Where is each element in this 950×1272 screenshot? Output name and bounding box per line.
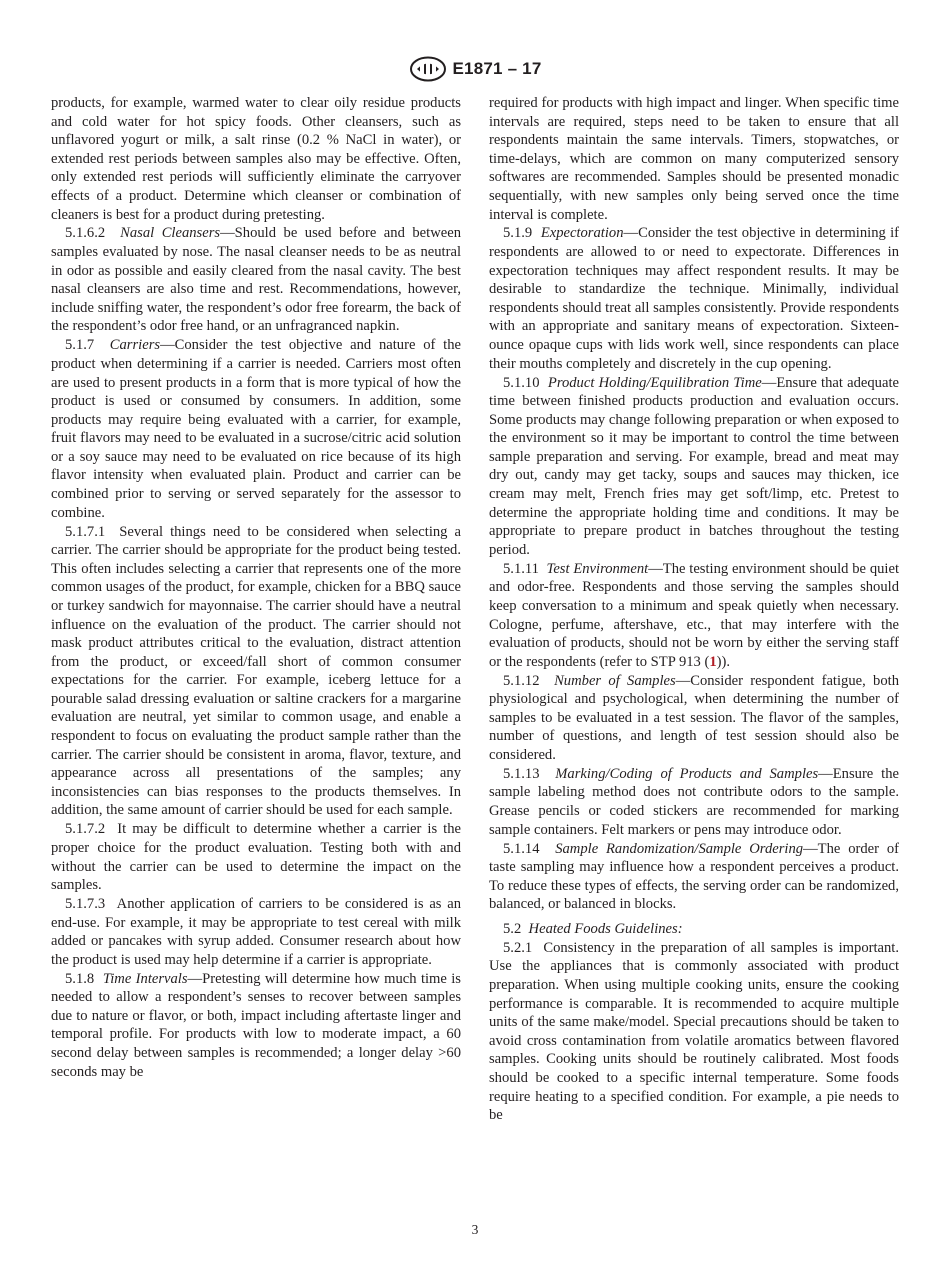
paragraph	[489, 765, 899, 839]
paragraph	[489, 224, 899, 373]
paragraph	[489, 920, 899, 939]
paragraph	[51, 523, 461, 821]
paragraph-text: —The order of taste sampling may influence how a respondent perceives a product. To reduce these types of effects, the serving order can be randomized, balanced, or balanced in blocks.	[489, 840, 900, 913]
left-column	[51, 94, 461, 1082]
paragraph-text-tail: )).	[716, 653, 731, 670]
section-number: 5.1.7.1	[65, 523, 106, 540]
paragraph-text: Another application of carriers to be considered is as an end-use. For example, it may be appropriate to test cereal with milk added or pancakes with syrup added. Consumer research about how the product is used may help determine if a carrier is appropriate.	[51, 896, 462, 968]
section-title: Time Intervals	[102, 970, 188, 987]
paragraph	[51, 224, 461, 336]
section-title: Nasal Cleansers	[120, 225, 221, 242]
section-number: 5.2	[503, 920, 522, 937]
section-number: 5.1.7.2	[65, 821, 106, 838]
section-number: 5.1.11	[503, 560, 539, 577]
section-title: Marking/Coding of Products and Samples	[555, 765, 819, 782]
paragraph-text: —Ensure the sample labeling method does not contribute odors to the sample. Grease pencils or coded stickers are recommended for marking sample containers. Felt markers or pens may introduce odor.	[489, 765, 899, 838]
paragraph-text: —Should be used before and between samples evaluated by nose. The nasal cleanser needs to be as neutral in odor as possible and easily cleared from the nasal cavity. The best nasal cleansers are also time and rest. Recommendations, however, include sniffing water, the respondent’s odor free forearm, the back of the respondent’s odor free hand, or an unfragranced napkin.	[51, 225, 461, 335]
paragraph	[51, 895, 461, 969]
paragraph	[489, 840, 899, 914]
paragraph-text: —Consider the test objective in determining if respondents are allowed to or need to expectorate. Differences in expectoration techniques may affect respondent results. It may be desirable to standardize the technique. Minimally, individual respondents should treat all samples consistently. Provide respondents with an appropriate and sanitary means of expectoration. Sixteen-ounce opaque cups with lids work well, since respondents can place their mouths completely and discretely in the cup opening.	[489, 225, 900, 372]
section-number: 5.1.12	[503, 672, 540, 689]
section-number: 5.1.9	[503, 225, 533, 242]
paragraph	[51, 820, 461, 894]
paragraph-text: —The testing environment should be quiet and odor-free. Respondents and those serving the samples should keep conversation to a minimum and speak quietly when necessary. Cologne, perfume, aftershave, etc., that may interfere with the evaluation of products, should not be worn by either the serving staff or the respondents (refer to STP 913 (	[489, 560, 900, 670]
section-title: Test Environment	[546, 560, 649, 577]
document-designation: E1871 – 17	[452, 59, 542, 78]
section-number: 5.1.8	[65, 970, 95, 987]
section-number: 5.1.7.3	[65, 896, 106, 913]
paragraph	[489, 94, 899, 224]
section-number: 5.1.7	[65, 337, 95, 354]
page-header	[0, 56, 950, 82]
section-title: Expectoration	[540, 225, 624, 242]
astm-logo-icon	[409, 56, 447, 82]
section-number: 5.1.14	[503, 840, 540, 857]
paragraph-text: Several things need to be considered when selecting a carrier. The carrier should be appropriate for the product being tested. This often includes selecting a carrier that represents one of the more common usages of the product, for example, chicken for a BBQ sauce or turkey sandwich for mayonnaise. The carrier should have a neutral influence on the evaluation of the product. The carrier should not mask product attributes critical to the evaluation, distract attention from the product, or exceed/fall short of common consumer expectations for the carrier. For example, iceberg lettuce for a pourable salad dressing evaluation or saltine crackers for a margarine evaluation are neutral, yet similar to common usage, and enable a respondent to focus on evaluating the product sample rather than the carrier. The carrier should be consistent in aroma, flavor, texture, and appearance across all presentations of the samples; any inconsistencies can bias responses to the products themselves. In addition, the same amount of carrier should be used for each sample.	[51, 523, 461, 819]
right-column	[489, 94, 899, 1125]
paragraph	[51, 94, 461, 224]
section-title: Heated Foods Guidelines:	[528, 920, 683, 937]
section-title: Carriers	[109, 337, 161, 354]
paragraph	[489, 939, 899, 1125]
section-title: Product Holding/Equilibration Time	[547, 374, 762, 391]
section-title: Sample Randomization/Sample Ordering	[555, 840, 804, 857]
section-number: 5.1.10	[503, 374, 540, 391]
paragraph	[489, 672, 899, 765]
paragraph-text: —Consider the test objective and nature of the product when determining if a carrier is needed. Carriers most often are used to present products in a form that is more typical of how the product is used or consumed by consumers. In addition, some products may require being evaluated with a carrier, for example, fruit flavors may need to be evaluated in a sucrose/citric acid solution or a soy sauce may need to be evaluated on rice because of its high flavor intensity when evaluated plain. Product and carrier can be combined prior to serving or served separately for the assessor to combine.	[51, 337, 462, 521]
paragraph-text: —Pretesting will determine how much time is needed to allow a respondent’s senses to recover between samples due to nature or flavor, or both, impact including aftertaste linger and temporal profile. For products with low to moderate impact, a 60 second delay between samples is recommended; a longer delay >60 seconds may be	[51, 970, 461, 1080]
reference-link[interactable]: 1	[709, 653, 717, 670]
paragraph	[489, 374, 899, 560]
paragraph-text: required for products with high impact and linger. When specific time intervals are required, steps need to be taken to ensure that all respondents maintain the same intervals. Timers, stopwatches, or time-delays, which are common on many computerized sensory softwares are recommended. Samples should be presented monadic sequentially, with new samples only being served once the time interval is complete.	[489, 95, 899, 223]
paragraph-text: It may be difficult to determine whether a carrier is the proper choice for the product evaluation. Testing both with and without the carrier can be used to determine the impact on the samples.	[51, 821, 462, 894]
paragraph	[51, 970, 461, 1082]
paragraph-text: —Consider respondent fatigue, both physiological and psychological, when determining the number of samples to be evaluated in a test session. The flavor of the samples, number of questions, and length of test session should also be considered.	[489, 672, 899, 763]
section-number: 5.2.1	[503, 939, 533, 956]
paragraph-text: —Ensure that adequate time between finished products production and evaluation occurs. Some products may change following preparation or when exposed to the environment so it may be important to control the time between sample preparation and serving. For example, bread and meat may dry out, candy may get tacky, soups and sauces may thicken, ice cream may melt, French fries may get soft/limp, etc. Pretest to determine the appropriate holding time and conditions. It may be appropriate to prepare product in batches throughout the testing period.	[489, 374, 899, 558]
section-title: Number of Samples	[554, 672, 676, 689]
section-number: 5.1.13	[503, 765, 540, 782]
paragraph-text: Consistency in the preparation of all samples is important. Use the appliances that is commonly associated with product preparation. When using multiple cooking units, ensure the cooking performance is comparable. It is recommended to acquire multiple units of the same make/model. Special precautions should be taken to avoid cross contamination from volatile aromatics between flavored samples. Cooking units should be routinely calibrated. Most foods should be cooked to a specific internal temperature. Some foods require heating to a specified condition. For example, a pie needs to be	[489, 939, 900, 1124]
page-number: 3	[471, 1222, 479, 1237]
section-number: 5.1.6.2	[65, 225, 106, 242]
paragraph	[51, 336, 461, 522]
paragraph-text: products, for example, warmed water to clear oily residue products and cold water for hot spicy foods. Other cleansers, such as unflavored yogurt or milk, a salt rinse (0.2 % NaCl in water), or extended rest periods between samples also may be effective. Often, only extended rest periods will sufficiently eliminate the carryover effects of a product. Determine which cleanser or combination of cleaners is best for a product during pretesting.	[51, 95, 461, 223]
paragraph	[489, 560, 899, 672]
